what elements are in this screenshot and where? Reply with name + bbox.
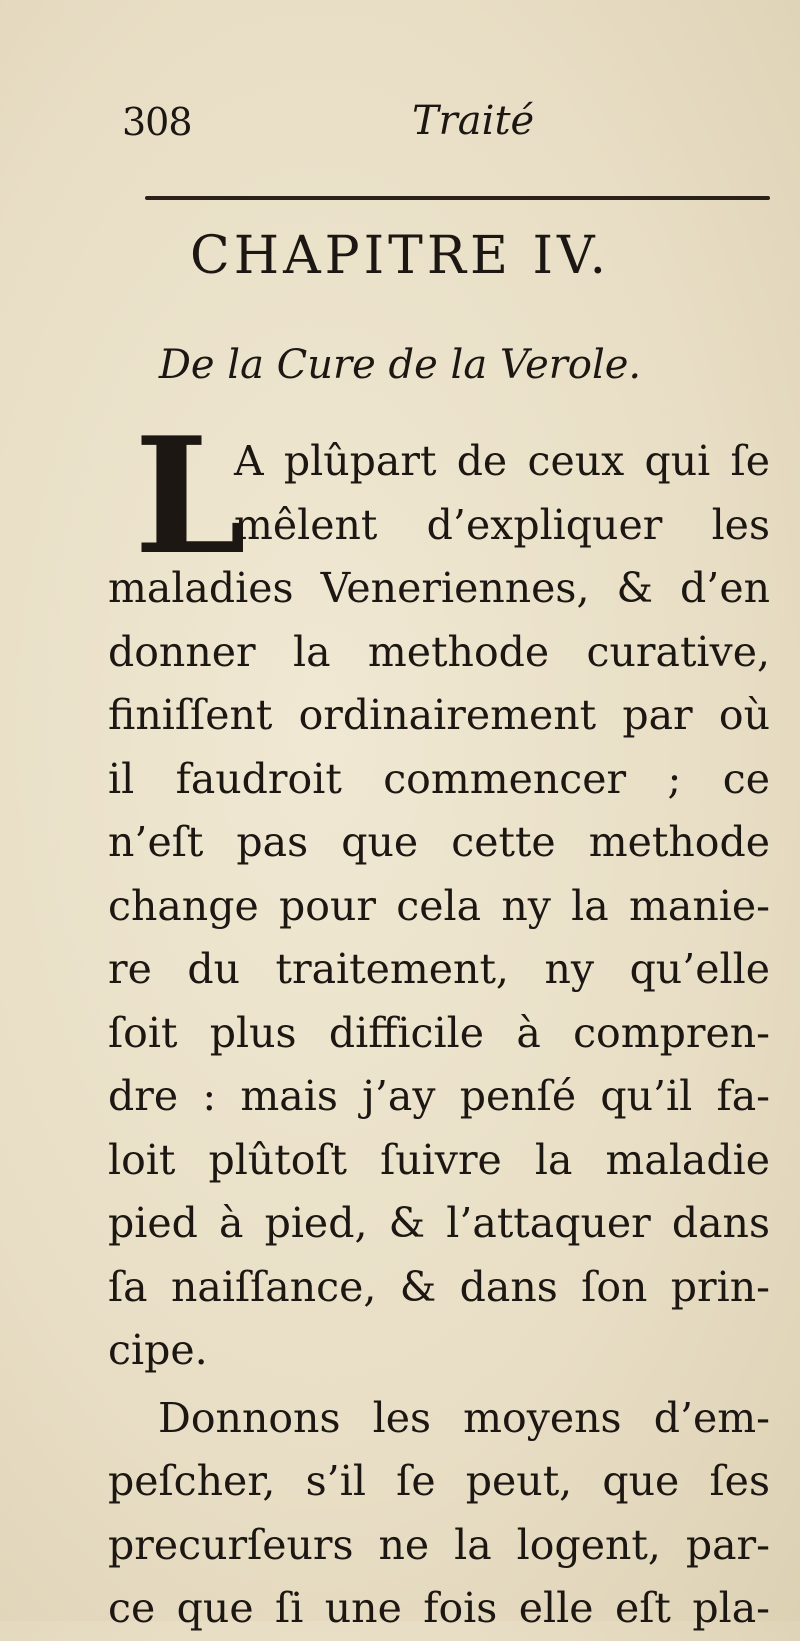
text-line: Donnons les moyens d’em- <box>158 1393 770 1442</box>
chapter-title: CHAPITRE IV. <box>189 226 611 286</box>
text-line: ſoit plus difficile à compren- <box>108 1008 770 1057</box>
text-line: n’eſt pas que cette methode <box>108 818 770 866</box>
text-line: pied à pied, & l’attaquer dans <box>108 1199 770 1247</box>
header-rule <box>145 196 770 200</box>
paragraph-2 <box>108 1387 770 1641</box>
text-line: maladies Veneriennes, & d’en <box>108 564 770 612</box>
text-line: finiſſent ordinairement par où <box>108 691 770 739</box>
text-line: il faudroit commencer ; ce <box>108 754 770 803</box>
text-line: ſa naiſſance, & dans ſon prin- <box>108 1262 770 1311</box>
text-line: dre : mais j’ay penſé qu’il fa- <box>108 1072 770 1120</box>
text-line: ce que ſi une fois elle eſt pla- <box>108 1584 770 1632</box>
chapter-subtitle: De la Cure de la Verole. <box>158 342 642 388</box>
page-header <box>110 88 750 148</box>
paragraph-1 <box>108 402 770 1383</box>
body-text <box>108 402 770 1641</box>
text-line: mêlent d’expliquer les <box>234 500 770 549</box>
text-line: loit plûtoſt ſuivre la maladie <box>108 1135 770 1184</box>
page-number: 308 <box>122 100 192 144</box>
drop-cap: L <box>134 402 245 590</box>
text-line: peſcher, s’il ſe peut, que ſes <box>108 1457 770 1505</box>
text-line: cipe. <box>108 1326 208 1374</box>
text-line: change pour cela ny la manie- <box>108 881 770 930</box>
text-line: precurſeurs ne la logent, par- <box>108 1520 770 1569</box>
text-line: re du traitement, ny qu’elle <box>108 945 770 993</box>
running-title: Traité <box>412 98 535 144</box>
text-line: donner la methode curative, <box>108 627 770 676</box>
text-line: A plûpart de ceux qui ſe <box>234 437 770 485</box>
